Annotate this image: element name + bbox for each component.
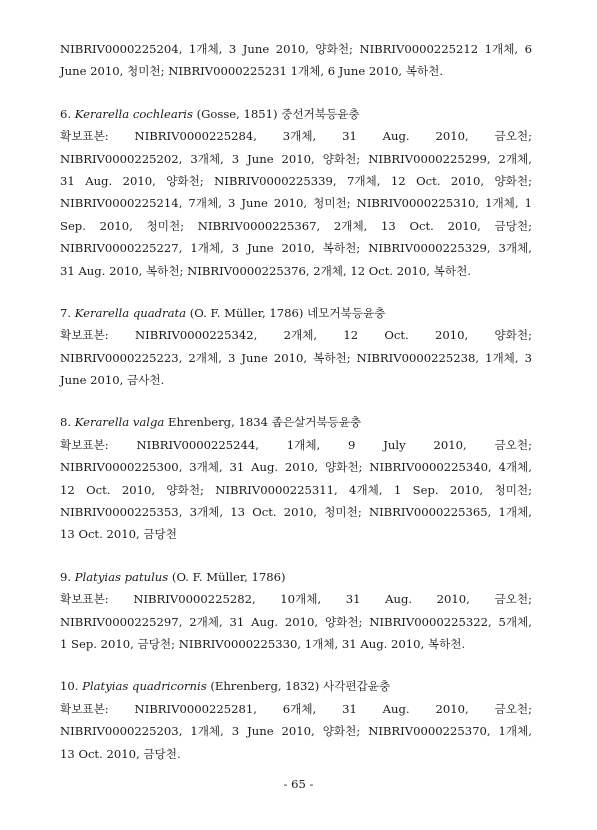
body-line: NIBRIV0000225297, 2개체, 31 Aug. 2010, 양화천; NIBRIV0000225322, 5개체, (60, 614, 532, 629)
species-korean-name: 좁은살거북등윤충 (271, 415, 362, 430)
body-line: June 2010, 금사천. (60, 373, 165, 388)
body-line: 1 Sep. 2010, 금당천; NIBRIV0000225330, 1개체, 31 Aug. 2010, 복하천. (60, 636, 466, 651)
species-korean-name: 중선거북등윤충 (281, 106, 360, 121)
species-number: 9. (60, 569, 72, 584)
body-line: NIBRIV0000225300, 3개체, 31 Aug. 2010, 양화천; NIBRIV0000225340, 4개체, (60, 460, 532, 475)
species-author: Ehrenberg, 1834 (168, 415, 268, 430)
species-author: (Gosse, 1851) (196, 106, 278, 121)
body-line: 확보표본: NIBRIV0000225342, 2개체, 12 Oct. 2010, 양화천; (60, 328, 532, 343)
body-line: 13 Oct. 2010, 금당천 (60, 527, 177, 542)
species-number: 10. (60, 679, 79, 694)
body-line: NIBRIV0000225353, 3개체, 13 Oct. 2010, 청미천; NIBRIV0000225365, 1개체, (60, 505, 532, 520)
species-heading (60, 103, 532, 125)
body-line: NIBRIV0000225223, 2개체, 3 June 2010, 복하천; NIBRIV0000225238, 1개체, 3 (60, 350, 532, 365)
body-line: NIBRIV0000225214, 7개체, 3 June 2010, 청미천; NIBRIV0000225310, 1개체, 1 (60, 196, 532, 211)
species-heading (60, 566, 532, 588)
body-line: 31 Aug. 2010, 양화천; NIBRIV0000225339, 7개체, 12 Oct. 2010, 양화천; (60, 173, 532, 188)
body-line: June 2010, 청미천; NIBRIV0000225231 1개체, 6 June 2010, 복하천. (60, 64, 444, 79)
document-body (60, 38, 532, 765)
species-name: Kerarella quadrata (74, 305, 187, 320)
species-author: (O. F. Müller, 1786) (171, 569, 286, 584)
body-line: 확보표본: NIBRIV0000225282, 10개체, 31 Aug. 2010, 금오천; (60, 592, 532, 607)
body-line: 확보표본: NIBRIV0000225281, 6개체, 31 Aug. 2010, 금오천; (60, 701, 532, 716)
species-author: (O. F. Müller, 1786) (189, 305, 304, 320)
species-heading (60, 302, 532, 324)
species-korean-name: 네모거북등윤충 (307, 305, 386, 320)
species-name: Kerarella cochlearis (74, 106, 193, 121)
species-heading (60, 411, 532, 433)
body-line: 12 Oct. 2010, 양화천; NIBRIV0000225311, 4개체, 1 Sep. 2010, 청미천; (60, 482, 532, 497)
body-line: 31 Aug. 2010, 복하천; NIBRIV0000225376, 2개체, 12 Oct. 2010, 복하천. (60, 263, 471, 278)
species-number: 8. (60, 415, 72, 430)
species-heading (60, 675, 532, 697)
body-line: NIBRIV0000225204, 1개체, 3 June 2010, 양화천; NIBRIV0000225212 1개체, 6 (60, 42, 532, 56)
page-number: - 65 - (283, 777, 314, 791)
species-name: Platyias patulus (74, 569, 169, 584)
body-line: Sep. 2010, 청미천; NIBRIV0000225367, 2개체, 13 Oct. 2010, 금당천; (60, 218, 532, 233)
species-name: Kerarella valga (74, 415, 165, 430)
species-author: (Ehrenberg, 1832) (210, 679, 320, 694)
body-line: NIBRIV0000225203, 1개체, 3 June 2010, 양화천; NIBRIV0000225370, 1개체, (60, 724, 532, 739)
body-line: NIBRIV0000225202, 3개체, 3 June 2010, 양화천; NIBRIV0000225299, 2개체, (60, 151, 532, 166)
body-line: 13 Oct. 2010, 금당천. (60, 746, 181, 761)
body-line: NIBRIV0000225227, 1개체, 3 June 2010, 복하천; NIBRIV0000225329, 3개체, (60, 241, 532, 256)
species-number: 6. (60, 106, 72, 121)
species-korean-name: 사각편갑윤충 (323, 679, 391, 694)
species-number: 7. (60, 305, 72, 320)
body-line: 확보표본: NIBRIV0000225244, 1개체, 9 July 2010, 금오천; (60, 437, 532, 452)
species-name: Platyias quadricornis (82, 679, 207, 694)
body-line: 확보표본: NIBRIV0000225284, 3개체, 31 Aug. 2010, 금오천; (60, 129, 532, 144)
